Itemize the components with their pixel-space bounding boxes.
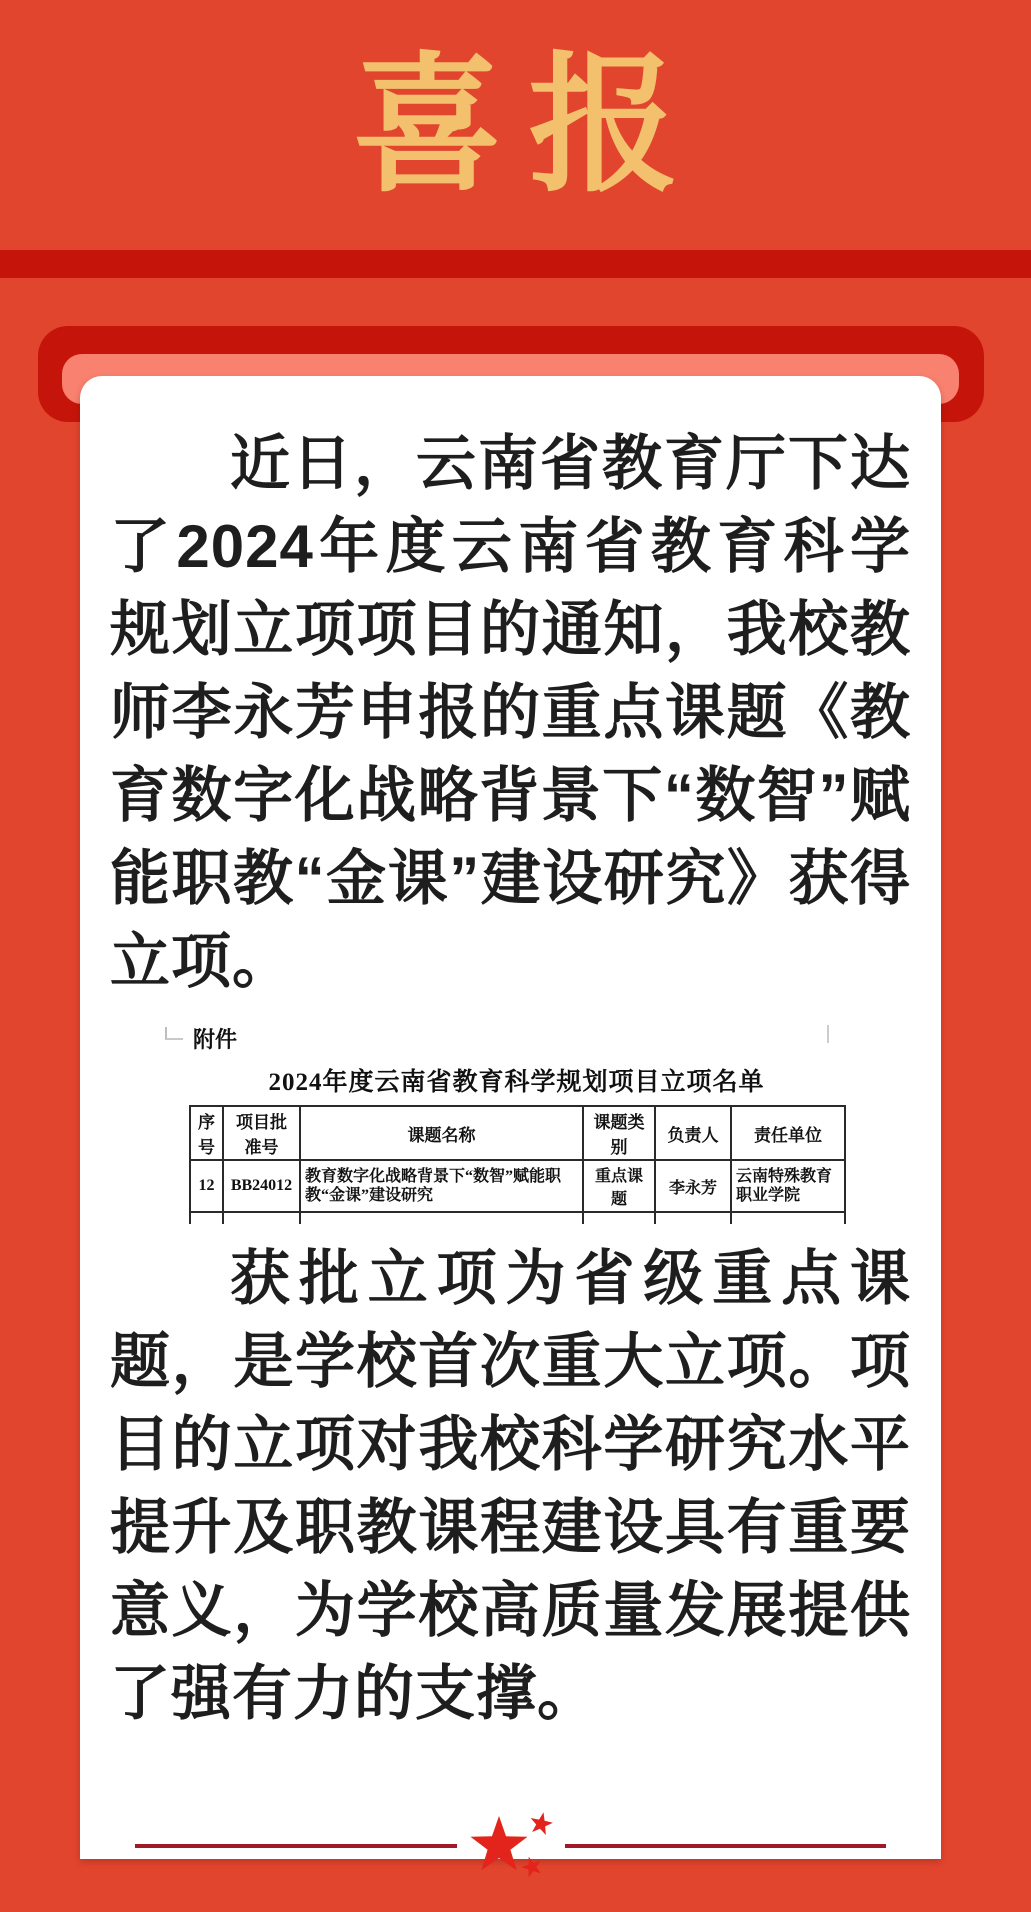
attachment-document (145, 1023, 891, 1217)
cell-category: 重点课题 (583, 1160, 655, 1212)
star-cluster-icon (461, 1800, 561, 1892)
divider-line-right (565, 1844, 887, 1848)
header-cell-project-title: 课题名称 (300, 1106, 583, 1160)
divider-line-left (135, 1844, 457, 1848)
cell-leader: 李永芳 (655, 1160, 731, 1212)
divider-stripe (0, 250, 1031, 278)
content-card (80, 376, 941, 1859)
cell-unit: 云南特殊教育职业学院 (731, 1160, 845, 1212)
attachment-label: 附件 (193, 1027, 238, 1052)
cell-approval-no: BB24012 (223, 1160, 300, 1212)
header-cell-category: 课题类别 (583, 1106, 655, 1160)
page-corner-mark (165, 1027, 183, 1040)
header-cell-unit: 责任单位 (731, 1106, 845, 1160)
paragraph-significance: 获批立项为省级重点课题，是学校首次重大立项。项目的立项对我校科学研究水平提升及职教课程建设具有重要意义，为学校高质量发展提供了强有力的支撑。 (110, 1245, 911, 1727)
attachment-table-title: 2024年度云南省教育科学规划项目立项名单 (268, 1069, 765, 1096)
cell-index: 12 (190, 1160, 223, 1212)
table-wrap (189, 1062, 844, 1224)
project-table (189, 1105, 846, 1224)
header-cell-approval-no: 项目批准号 (223, 1106, 300, 1160)
header-cell-index: 序号 (190, 1106, 223, 1160)
paragraph-intro: 近日，云南省教育厅下达了2024年度云南省教育科学规划立项项目的通知，我校教师李永芳申报的重点课题《教育数字化战略背景下“数智”赋能职教“金课”建设研究》获得立项。 (110, 430, 911, 995)
star-divider (135, 1800, 886, 1892)
table-header-row (190, 1106, 845, 1160)
card-stack (0, 278, 1031, 1912)
page-title: 喜报 (352, 41, 705, 209)
page-edge-mark (827, 1025, 829, 1043)
cell-project-title: 教育数字化战略背景下“数智”赋能职教“金课”建设研究 (300, 1160, 583, 1212)
table-row-partial (190, 1212, 845, 1224)
header-cell-leader: 负责人 (655, 1106, 731, 1160)
poster-header (0, 0, 1031, 250)
table-data-row (190, 1160, 845, 1212)
